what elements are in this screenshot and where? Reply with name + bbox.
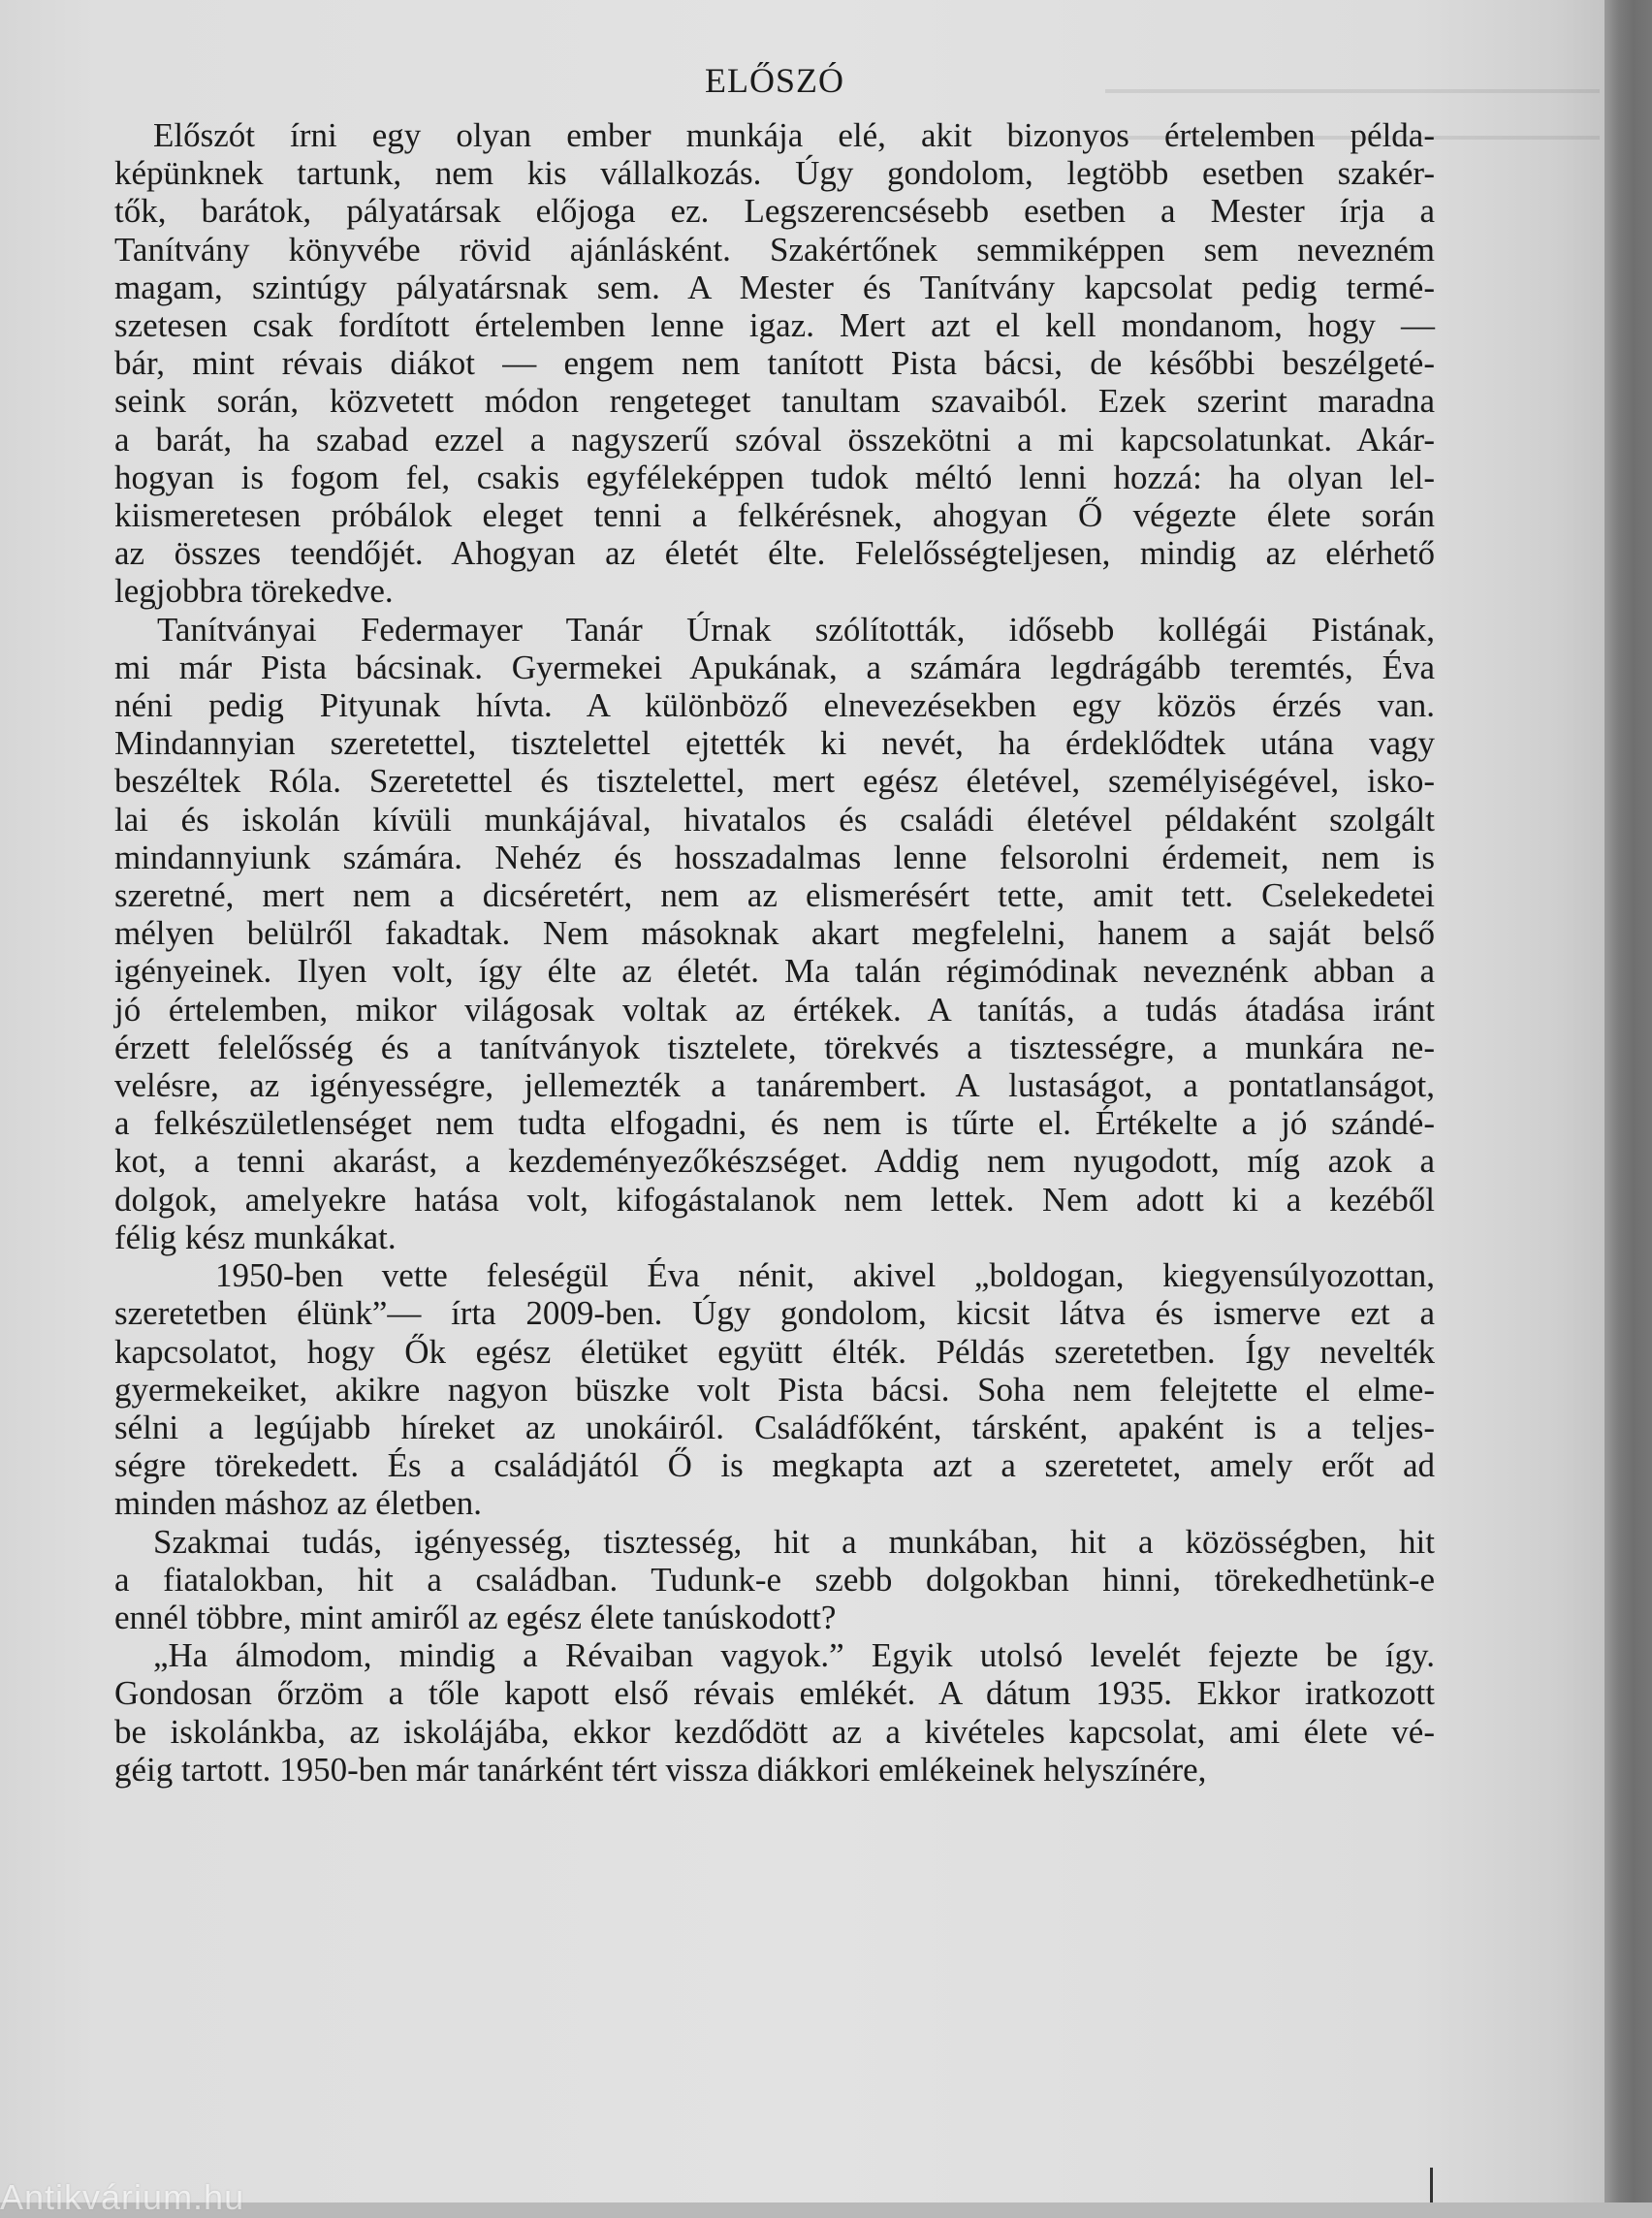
text-line: géig tartott. 1950-ben már tanárként tért vissza diákkori emlékeinek helyszínére, [114, 1750, 1207, 1789]
text-line: szetesen csak fordított értelemben lenne igaz. Mert azt el kell mondanom, hogy — [114, 306, 1435, 345]
text-line: kot, a tenni akarást, a kezdeményezőkészséget. Addig nem nyugodott, míg azok a [114, 1142, 1435, 1181]
text-line: kapcsolatot, hogy Ők egész életüket együtt élték. Példás szeretetben. Így nevelték [114, 1332, 1435, 1371]
text-line: bár, mint révais diákot — engem nem tanított Pista bácsi, de későbbi beszélgeté- [114, 344, 1435, 383]
text-line: seink során, közvetett módon rengeteget tanultam szavaiból. Ezek szerint maradna [114, 382, 1435, 421]
text-line: mindannyiunk számára. Nehéz és hosszadalmas lenne felsorolni érdemeit, nem is [114, 838, 1435, 876]
text-line: sélni a legújabb híreket az unokáiról. Családfőként, társként, apaként is a teljes- [114, 1408, 1435, 1446]
text-line: a fiatalokban, hit a családban. Tudunk-e szebb dolgokban hinni, törekedhetünk-e [114, 1560, 1435, 1599]
text-line: tők, barátok, pályatársak előjoga ez. Legszerencsésebb esetben a Mester írja a [114, 192, 1435, 231]
paragraph [114, 1523, 1435, 1637]
text-line: Mindannyian szeretettel, tisztelettel ejtették ki nevét, ha érdeklődtek utána vagy [114, 724, 1435, 763]
text-line: érzett felelősség és a tanítványok tisztelete, törekvés a tisztességre, a munkára ne- [114, 1028, 1435, 1066]
text-line: szeretetben élünk”— írta 2009-ben. Úgy gondolom, kicsit látva és ismerve ezt a [114, 1294, 1435, 1333]
text-line: néni pedig Pityunak hívta. A különböző elnevezésekben egy közös érzés van. [114, 686, 1435, 725]
text-line: Tanítványai Federmayer Tanár Úrnak szólították, idősebb kollégái Pistának, [157, 610, 1435, 649]
text-line: minden máshoz az életben. [114, 1484, 483, 1523]
text-line: kiismeretesen próbálok eleget tenni a felkérésnek, ahogyan Ő végezte élete során [114, 496, 1435, 535]
text-line: mi már Pista bácsinak. Gyermekei Apukának, a számára legdrágább teremtés, Éva [114, 648, 1435, 686]
text-line: Szakmai tudás, igényesség, tisztesség, hit a munkában, hit a közösségben, hit [153, 1522, 1435, 1561]
paragraph [114, 611, 1435, 1256]
text-line: dolgok, amelyekre hatása volt, kifogástalanok nem lettek. Nem adott ki a kezéből [114, 1180, 1435, 1219]
text-line: igényeinek. Ilyen volt, így élte az életét. Ma talán régimódinak neveznénk abban a [114, 952, 1435, 991]
text-line: hogyan is fogom fel, csakis egyféleképpen tudok méltó lenni hozzá: ha olyan lel- [114, 458, 1435, 496]
text-line: beszéltek Róla. Szeretettel és tisztelettel, mert egész életével, személyiségével, isko- [114, 762, 1435, 801]
paragraph [114, 1256, 1435, 1522]
text-line: az összes teendőjét. Ahogyan az életét élte. Felelősségteljesen, mindig az elérhető [114, 534, 1435, 573]
text-line: velésre, az igényességre, jellemezték a tanárembert. A lustaságot, a pontatlanságot, [114, 1066, 1435, 1105]
text-line: Előszót írni egy olyan ember munkája elé, akit bizonyos értelemben példa- [153, 116, 1435, 154]
page-edge [1604, 0, 1652, 2202]
text-line: a barát, ha szabad ezzel a nagyszerű szóval összekötni a mi kapcsolatunkat. Akár- [114, 420, 1435, 459]
text-line: be iskolánkba, az iskolájába, ekkor kezdődött az a kivételes kapcsolat, ami élete vé- [114, 1712, 1435, 1751]
text-line: a felkészületlenséget nem tudta elfogadni, és nem is tűrte el. Értékelte a jó szándé- [114, 1104, 1435, 1143]
page-heading: ELŐSZÓ [705, 61, 844, 100]
paragraph [114, 116, 1435, 611]
text-line: jó értelemben, mikor világosak voltak az értékek. A tanítás, a tudás átadása iránt [114, 990, 1435, 1029]
text-line: lai és iskolán kívüli munkájával, hivatalos és családi életével példaként szolgált [114, 800, 1435, 839]
page-mark [1430, 2168, 1433, 2202]
text-line: legjobbra törekedve. [114, 572, 394, 611]
text-line: gyermekeiket, akikre nagyon büszke volt Pista bácsi. Soha nem felejtette el elme- [114, 1370, 1435, 1409]
text-line: Gondosan őrzöm a tőle kapott első révais emlékét. A dátum 1935. Ekkor iratkozott [114, 1674, 1435, 1713]
text-line: képünknek tartunk, nem kis vállalkozás. Úgy gondolom, legtöbb esetben szakér- [114, 154, 1435, 193]
text-line: ségre törekedett. És a családjától Ő is megkapta azt a szeretetet, amely erőt ad [114, 1446, 1435, 1485]
text-block [114, 58, 1435, 1789]
text-line: ennél többre, mint amiről az egész élete tanúskodott? [114, 1598, 837, 1636]
watermark: Antikvárium.hu [0, 2177, 245, 2217]
text-line: mélyen belülről fakadtak. Nem másoknak akart megfelelni, hanem a saját belső [114, 914, 1435, 953]
text-line: 1950-ben vette feleségül Éva nénit, akivel „boldogan, kiegyensúlyozottan, [215, 1256, 1435, 1295]
text-line: Tanítvány könyvébe rövid ajánlásként. Szakértőnek semmiképpen sem nevezném [114, 230, 1435, 269]
text-line: magam, szintúgy pályatársnak sem. A Mester és Tanítvány kapcsolat pedig termé- [114, 268, 1435, 306]
text-line: szeretné, mert nem a dicséretért, nem az elismerésért tette, amit tett. Cselekedetei [114, 876, 1435, 915]
text-line: félig kész munkákat. [114, 1218, 397, 1256]
text-line: „Ha álmodom, mindig a Révaiban vagyok.” Egyik utolsó levelét fejezte be így. [153, 1636, 1435, 1675]
paragraph [114, 1636, 1435, 1789]
